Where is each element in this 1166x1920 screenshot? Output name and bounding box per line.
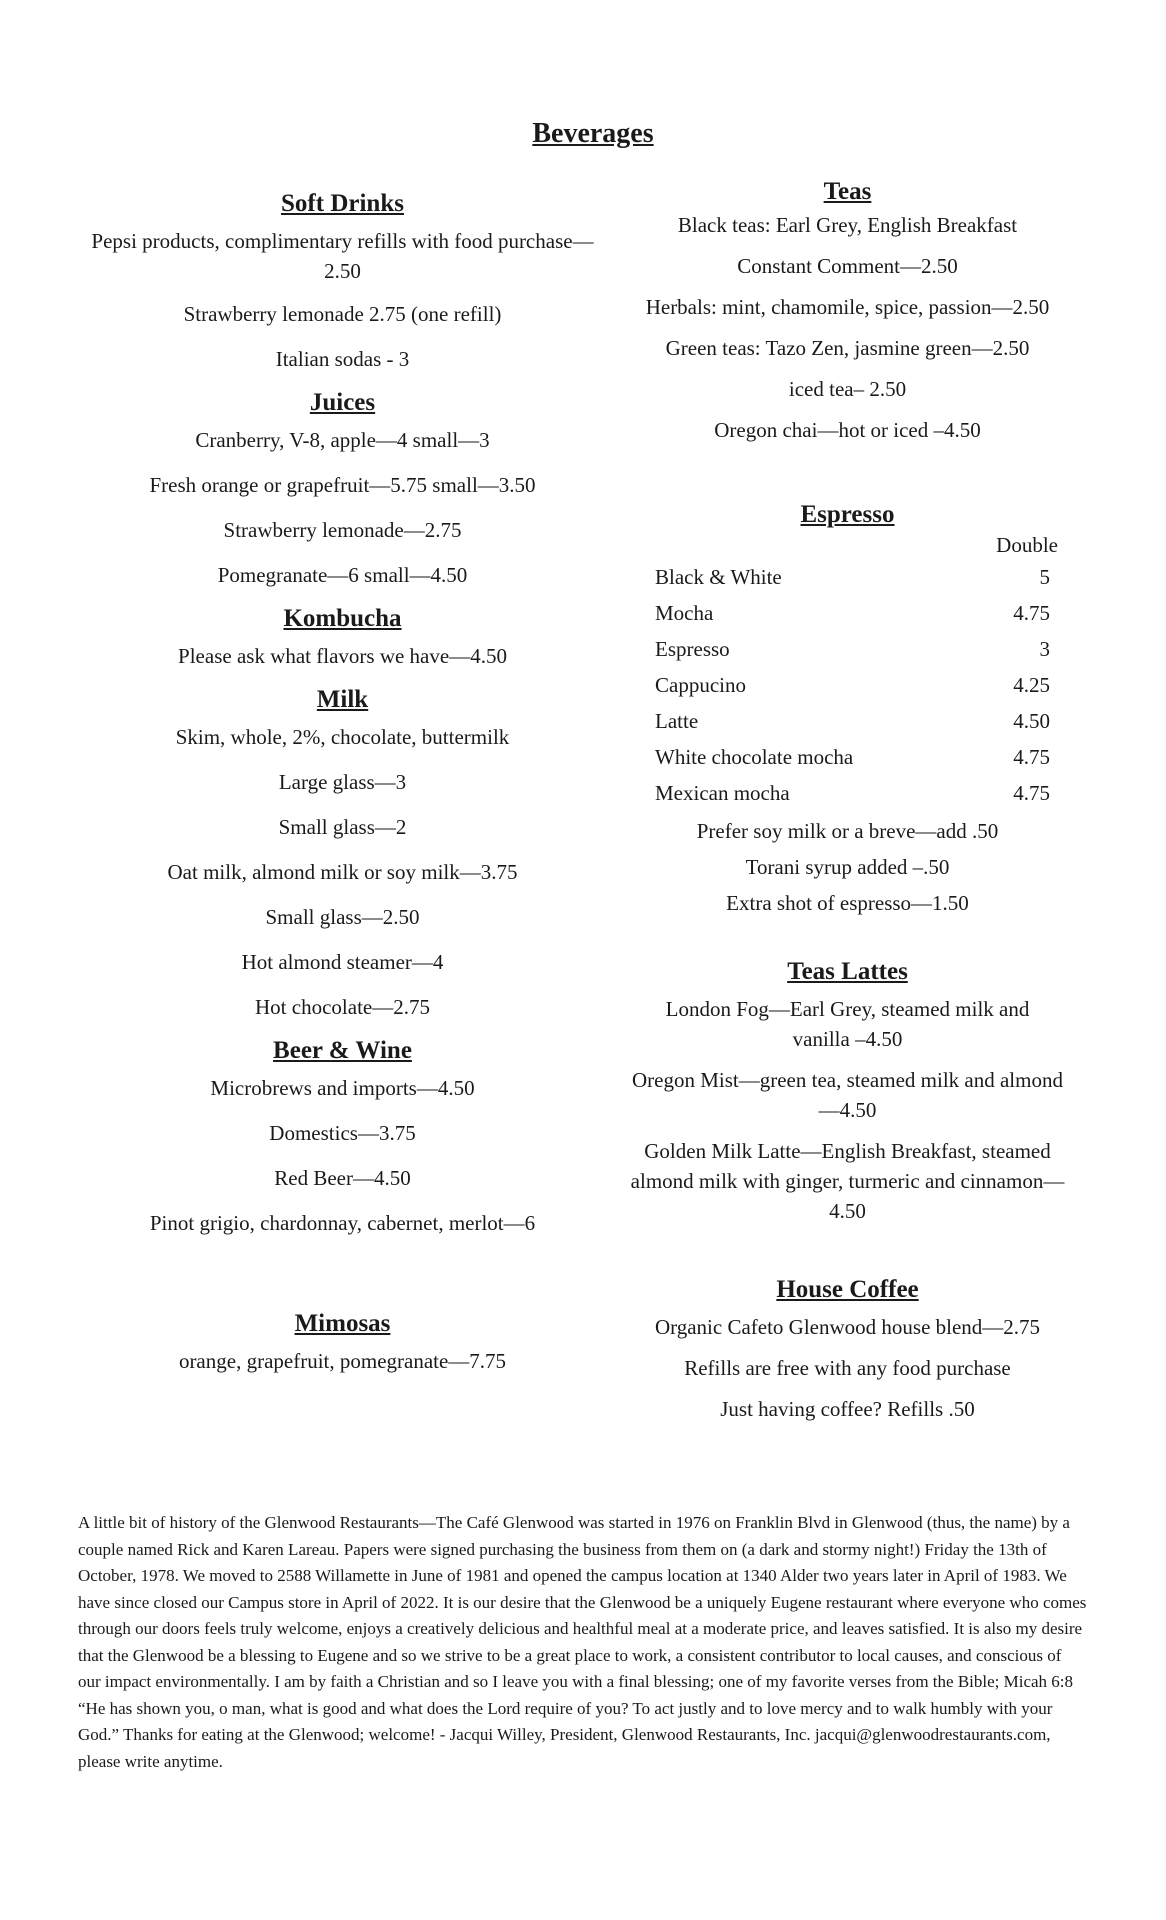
section-title-house-coffee: House Coffee bbox=[776, 1276, 919, 1303]
espresso-name: Mexican mocha bbox=[655, 781, 790, 805]
mimosas-section bbox=[90, 1310, 595, 1376]
espresso-row bbox=[615, 708, 1080, 734]
espresso-row bbox=[615, 780, 1080, 806]
menu-item: Small glass—2 bbox=[278, 815, 407, 839]
soft-drinks-section bbox=[90, 190, 595, 374]
menu-item: Just having coffee? Refills .50 bbox=[720, 1397, 975, 1421]
espresso-name: Mocha bbox=[655, 601, 714, 625]
espresso-price: 3 bbox=[1039, 637, 1050, 661]
menu-item: Organic Cafeto Glenwood house blend—2.75 bbox=[654, 1315, 1041, 1339]
menu-item: Green teas: Tazo Zen, jasmine green—2.50 bbox=[665, 336, 1030, 360]
juices-section bbox=[90, 389, 595, 590]
menu-item: Oregon chai—hot or iced –4.50 bbox=[714, 418, 981, 442]
page-title: Beverages bbox=[532, 118, 654, 149]
teas-lattes-section bbox=[615, 958, 1080, 1226]
right-column bbox=[615, 178, 1080, 1435]
menu-item: Please ask what flavors we have—4.50 bbox=[178, 644, 507, 668]
section-title-juices: Juices bbox=[309, 389, 376, 416]
menu-item: Red Beer—4.50 bbox=[274, 1166, 411, 1190]
section-title-espresso: Espresso bbox=[800, 501, 895, 528]
menu-item: Domestics—3.75 bbox=[269, 1121, 416, 1145]
espresso-column-header: Double bbox=[996, 533, 1058, 557]
espresso-note: Torani syrup added –.50 bbox=[745, 855, 950, 879]
espresso-row bbox=[615, 672, 1080, 698]
menu-item: Strawberry lemonade—2.75 bbox=[223, 518, 462, 542]
espresso-price: 4.50 bbox=[1013, 709, 1050, 733]
menu-item: Fresh orange or grapefruit—5.75 small—3.50 bbox=[149, 473, 536, 497]
menu-item: Pomegranate—6 small—4.50 bbox=[217, 563, 468, 587]
house-coffee-section bbox=[615, 1276, 1080, 1424]
espresso-name: Espresso bbox=[655, 637, 730, 661]
menu-item: Constant Comment—2.50 bbox=[737, 254, 958, 278]
menu-item: iced tea– 2.50 bbox=[788, 377, 907, 401]
espresso-row bbox=[615, 600, 1080, 626]
section-title-teas-lattes: Teas Lattes bbox=[787, 958, 908, 985]
menu-item: Oat milk, almond milk or soy milk—3.75 bbox=[167, 860, 518, 884]
espresso-row bbox=[615, 636, 1080, 662]
menu-item: Refills are free with any food purchase bbox=[684, 1356, 1011, 1380]
teas-section bbox=[615, 178, 1080, 445]
menu-item: Skim, whole, 2%, chocolate, buttermilk bbox=[175, 725, 510, 749]
section-title-milk: Milk bbox=[316, 686, 369, 713]
section-title-teas: Teas bbox=[823, 178, 872, 205]
section-title-beer-wine: Beer & Wine bbox=[273, 1037, 412, 1064]
espresso-price: 4.75 bbox=[1013, 745, 1050, 769]
espresso-price: 4.75 bbox=[1013, 601, 1050, 625]
menu-item: Italian sodas - 3 bbox=[275, 347, 410, 371]
menu-item: Pepsi products, complimentary refills with food purchase—2.50 bbox=[91, 229, 594, 283]
espresso-row bbox=[615, 564, 1080, 590]
espresso-name: Cappucino bbox=[655, 673, 746, 697]
history-paragraph: A little bit of history of the Glenwood Restaurants—The Café Glenwood was started in 1976 on Franklin Blvd in Glenwood (thus, the name) by a couple named Rick and Karen Lareau. Papers were signed purchasing the business from them on (a dark and stormy night!) Friday the 13th of October, 1978. We moved to 2588 Willamette in June of 1981 and opened the campus location at 1340 Alder two years later in April of 1983. We have since closed our Campus store in April of 2022. It is our desire that the Glenwood be a uniquely Eugene restaurant where everyone who comes through our doors feels truly welcome, enjoys a creatively delicious and healthful meal at a moderate price, and leaves satisfied. It is also my desire that the Glenwood be a blessing to Eugene and so we strive to be a great place to work, a consistent contributor to local causes, and conscious of our impact environmentally. I am by faith a Christian and so I leave you with a final blessing; one of my favorite verses from the Bible; Micah 6:8 “He has shown you, o man, what is good and what does the Lord require of you? To act justly and to love mercy and to walk humbly with your God.” Thanks for eating at the Glenwood; welcome! - Jacqui Willey, President, Glenwood Restaurants, Inc. jacqui@glenwoodrestaurants.com, please write anytime. bbox=[78, 1513, 1087, 1771]
menu-item: Strawberry lemonade 2.75 (one refill) bbox=[183, 302, 502, 326]
espresso-note: Prefer soy milk or a breve—add .50 bbox=[696, 819, 999, 843]
espresso-name: Black & White bbox=[655, 565, 782, 589]
menu-item: Pinot grigio, chardonnay, cabernet, merlot—6 bbox=[149, 1211, 536, 1235]
menu-item: Hot chocolate—2.75 bbox=[255, 995, 430, 1019]
menu-item: Golden Milk Latte—English Breakfast, steamed almond milk with ginger, turmeric and cinnamon—4.50 bbox=[630, 1139, 1065, 1223]
beer-wine-section bbox=[90, 1037, 595, 1238]
menu-item: Cranberry, V-8, apple—4 small—3 bbox=[195, 428, 490, 452]
menu-item: Large glass—3 bbox=[278, 770, 407, 794]
menu-item: Small glass—2.50 bbox=[265, 905, 420, 929]
milk-section bbox=[90, 686, 595, 1022]
kombucha-section bbox=[90, 605, 595, 671]
menu-item: Black teas: Earl Grey, English Breakfast bbox=[677, 213, 1018, 237]
espresso-section bbox=[615, 501, 1080, 918]
espresso-price: 4.75 bbox=[1013, 781, 1050, 805]
menu-item: Hot almond steamer—4 bbox=[241, 950, 444, 974]
left-column bbox=[90, 190, 595, 1391]
espresso-price: 5 bbox=[1039, 565, 1050, 589]
section-title-soft-drinks: Soft Drinks bbox=[281, 190, 404, 217]
menu-item: London Fog—Earl Grey, steamed milk and vanilla –4.50 bbox=[665, 997, 1030, 1051]
espresso-name: White chocolate mocha bbox=[655, 745, 854, 769]
menu-item: Herbals: mint, chamomile, spice, passion—2.50 bbox=[645, 295, 1050, 319]
espresso-price: 4.25 bbox=[1013, 673, 1050, 697]
section-title-kombucha: Kombucha bbox=[283, 605, 402, 632]
espresso-name: Latte bbox=[655, 709, 699, 733]
menu-item: Microbrews and imports—4.50 bbox=[210, 1076, 475, 1100]
espresso-row bbox=[615, 744, 1080, 770]
menu-item: orange, grapefruit, pomegranate—7.75 bbox=[178, 1349, 507, 1373]
section-title-mimosas: Mimosas bbox=[294, 1310, 391, 1337]
espresso-note: Extra shot of espresso—1.50 bbox=[726, 891, 969, 915]
menu-item: Oregon Mist—green tea, steamed milk and almond—4.50 bbox=[632, 1068, 1063, 1122]
